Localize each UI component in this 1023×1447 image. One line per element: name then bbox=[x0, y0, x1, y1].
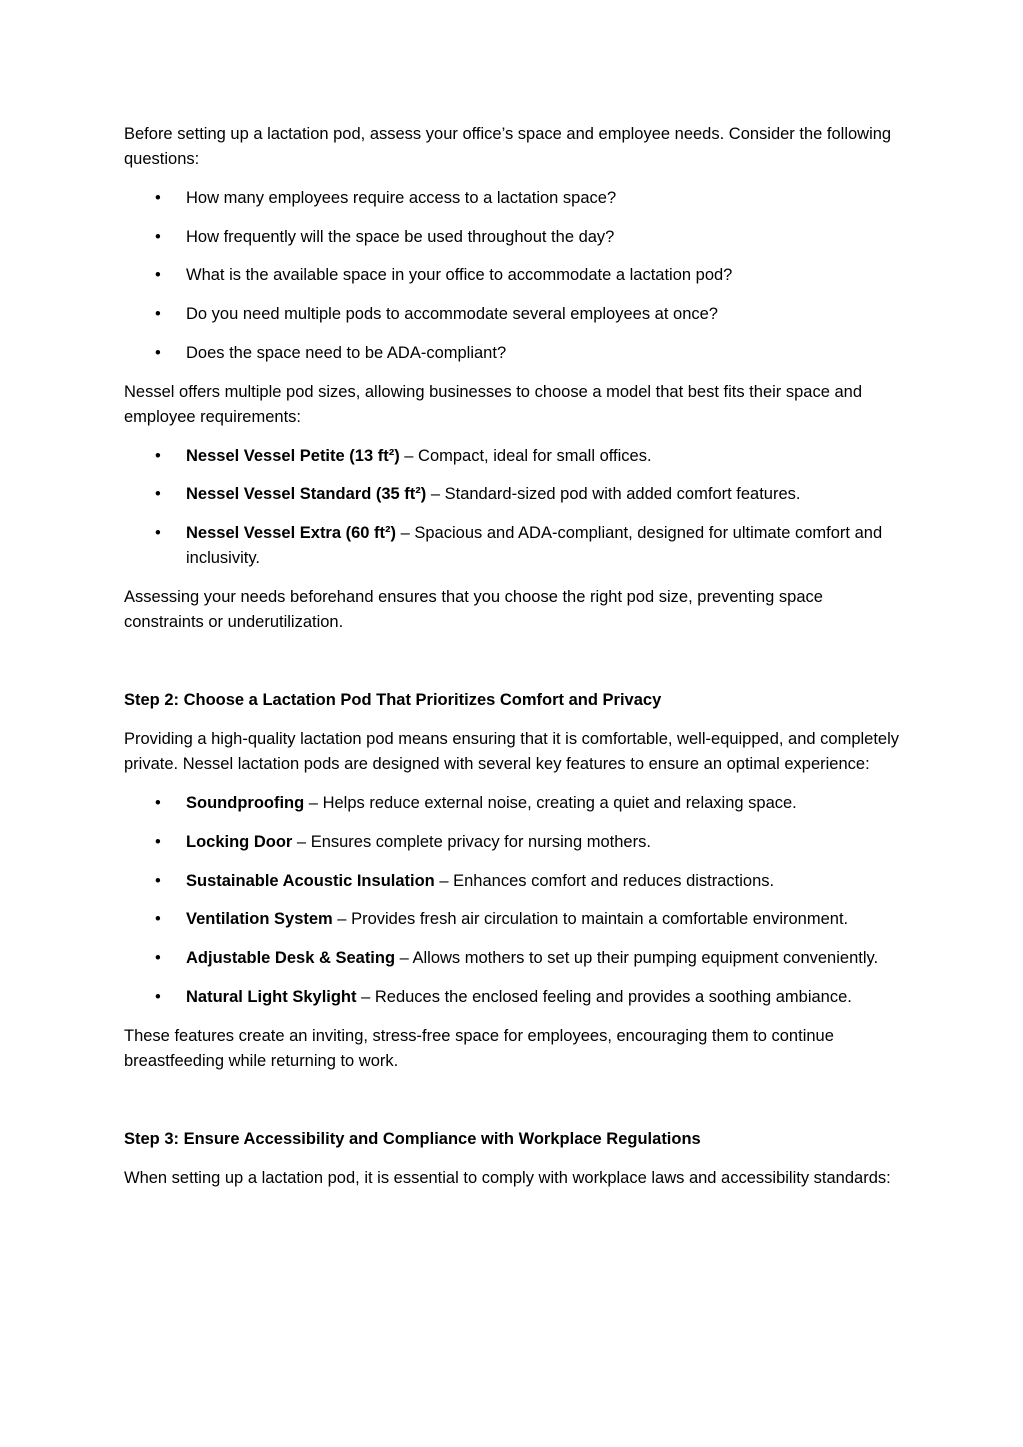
list-item: • Nessel Vessel Petite (13 ft²) – Compact, ideal for small offices. bbox=[124, 444, 904, 469]
feature-name: Soundproofing bbox=[186, 794, 305, 813]
bullet-icon: • bbox=[155, 485, 161, 504]
list-item: • How frequently will the space be used throughout the day? bbox=[124, 225, 904, 250]
document-page bbox=[124, 122, 904, 1205]
sizes-intro-paragraph: Nessel offers multiple pod sizes, allowing businesses to choose a model that best fits their space and employee requirements: bbox=[124, 382, 863, 426]
list-item: • Sustainable Acoustic Insulation – Enhances comfort and reduces distractions. bbox=[124, 869, 904, 894]
bullet-icon: • bbox=[155, 189, 161, 207]
pod-size-name: Nessel Vessel Extra (60 ft²) bbox=[186, 524, 397, 543]
list-item: • Does the space need to be ADA-compliant? bbox=[124, 341, 904, 366]
step3-heading: Step 3: Ensure Accessibility and Compliance with Workplace Regulations bbox=[124, 1129, 701, 1148]
intro-paragraph: Before setting up a lactation pod, assess your office’s space and employee needs. Consider the following questions: bbox=[124, 125, 892, 168]
list-item: • Do you need multiple pods to accommodate several employees at once? bbox=[124, 302, 904, 327]
bullet-icon: • bbox=[155, 910, 161, 929]
list-item: • Natural Light Skylight – Reduces the enclosed feeling and provides a soothing ambiance. bbox=[124, 985, 904, 1010]
list-item: • Soundproofing – Helps reduce external noise, creating a quiet and relaxing space. bbox=[124, 791, 904, 816]
pod-sizes-list bbox=[124, 444, 904, 571]
step2-intro-paragraph: Providing a high-quality lactation pod means ensuring that it is comfortable, well-equipped, and completely private. Nessel lactation pods are designed with several key features to ensure an optimal experience: bbox=[124, 730, 900, 774]
list-item: • Nessel Vessel Standard (35 ft²) – Standard-sized pod with added comfort features. bbox=[124, 482, 904, 507]
questions-list bbox=[124, 186, 904, 366]
feature-name: Adjustable Desk & Seating bbox=[186, 948, 396, 967]
pod-size-name: Nessel Vessel Standard (35 ft²) bbox=[186, 485, 427, 504]
bullet-icon: • bbox=[155, 871, 161, 890]
bullet-icon: • bbox=[155, 794, 161, 813]
bullet-icon: • bbox=[155, 266, 161, 285]
list-item: • Ventilation System – Provides fresh air circulation to maintain a comfortable environment. bbox=[124, 907, 904, 932]
bullet-icon: • bbox=[155, 987, 161, 1006]
bullet-icon: • bbox=[155, 524, 161, 543]
assess-outro-paragraph: Assessing your needs beforehand ensures that you choose the right pod size, preventing space constraints or underutilization. bbox=[124, 588, 823, 632]
list-item: • Adjustable Desk & Seating – Allows mothers to set up their pumping equipment conveniently. bbox=[124, 946, 904, 971]
bullet-icon: • bbox=[155, 446, 161, 465]
feature-name: Locking Door bbox=[186, 832, 293, 851]
bullet-icon: • bbox=[155, 948, 161, 967]
list-item: • Locking Door – Ensures complete privacy for nursing mothers. bbox=[124, 830, 904, 855]
list-item: • What is the available space in your office to accommodate a lactation pod? bbox=[124, 263, 904, 288]
list-item: • How many employees require access to a lactation space? bbox=[124, 186, 904, 211]
bullet-icon: • bbox=[155, 227, 161, 246]
list-item: • Nessel Vessel Extra (60 ft²) – Spacious and ADA-compliant, designed for ultimate comfort and inclusivity. bbox=[124, 521, 904, 571]
feature-name: Sustainable Acoustic Insulation bbox=[186, 871, 435, 890]
step2-heading: Step 2: Choose a Lactation Pod That Prioritizes Comfort and Privacy bbox=[124, 691, 662, 710]
pod-size-name: Nessel Vessel Petite (13 ft²) bbox=[186, 446, 400, 465]
step2-outro-paragraph: These features create an inviting, stress-free space for employees, encouraging them to continue breastfeeding while returning to work. bbox=[124, 1026, 834, 1070]
bullet-icon: • bbox=[155, 832, 161, 851]
bullet-icon: • bbox=[155, 343, 161, 362]
feature-name: Natural Light Skylight bbox=[186, 987, 357, 1006]
step3-intro-paragraph: When setting up a lactation pod, it is essential to comply with workplace laws and accessibility standards: bbox=[124, 1168, 891, 1187]
feature-name: Ventilation System bbox=[186, 910, 333, 929]
bullet-icon: • bbox=[155, 305, 161, 324]
features-list bbox=[124, 791, 904, 1009]
